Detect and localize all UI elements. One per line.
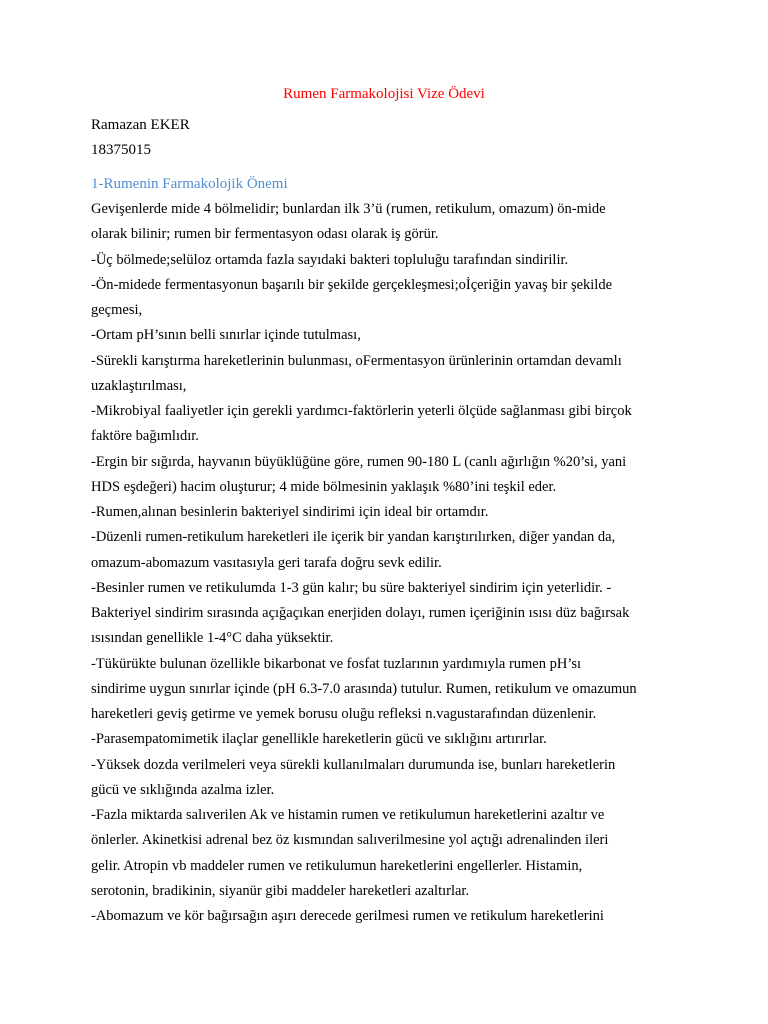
student-number: 18375015	[91, 142, 151, 158]
text-line: HDS eşdeğeri) hacim oluşturur; 4 mide bölmesinin yaklaşık %80’ini teşkil eder.	[91, 478, 557, 495]
text-line: faktöre bağımlıdır.	[91, 428, 199, 445]
text-line: -Sürekli karıştırma hareketlerinin bulunması, oFermentasyon ürünlerinin ortamdan devamlı	[91, 352, 622, 369]
text-line: -Yüksek dozda verilmeleri veya sürekli kullanılmaları durumunda ise, bunları hareketlerin	[91, 756, 616, 773]
text-line: -Rumen,alınan besinlerin bakteriyel sindirimi için ideal bir ortamdır.	[91, 504, 489, 520]
body-text	[91, 197, 691, 929]
text-line: -Besinler rumen ve retikulumda 1-3 gün kalır; bu süre bakteriyel sindirim için yeterlidir. -	[91, 579, 612, 596]
text-line: ısısından genellikle 1-4°C daha yüksektir.	[91, 630, 334, 647]
text-line: serotonin, bradikinin, siyanür gibi maddeler hareketleri azaltırlar.	[91, 882, 470, 899]
text-line: -Parasempatomimetik ilaçlar genellikle hareketlerin gücü ve sıklığını artırırlar.	[91, 731, 547, 748]
text-line: -Fazla miktarda salıverilen Ak ve histamin rumen ve retikulumun hareketlerini azaltır ve	[91, 807, 605, 823]
text-line: sindirime uygun sınırlar içinde (pH 6.3-7.0 arasında) tutulur. Rumen, retikulum ve omazumun	[91, 680, 637, 697]
text-line: -Ergin bir sığırda, hayvanın büyüklüğüne göre, rumen 90-180 L (canlı ağırlığın %20’si, yani	[91, 453, 627, 470]
text-line: uzaklaştırılması,	[91, 377, 187, 394]
text-line: olarak bilinir; rumen bir fermentasyon odası olarak iş görür.	[91, 226, 439, 243]
text-line: -Düzenli rumen-retikulum hareketleri ile içerik bir yandan karıştırılırken, diğer yandan da,	[91, 529, 616, 546]
text-line: omazum-abomazum vasıtasıyla geri tarafa doğru sevk edilir.	[91, 554, 442, 571]
document-title: Rumen Farmakolojisi Vize Ödevi	[283, 86, 485, 102]
author-name: Ramazan EKER	[91, 117, 190, 133]
text-line: hareketleri geviş getirme ve yemek borusu oluğu refleksi n.vagustarafından düzenlenir.	[91, 706, 597, 722]
text-line: -Abomazum ve kör bağırsağın aşırı derecede gerilmesi rumen ve retikulum hareketlerini	[91, 908, 604, 924]
text-line: -Tükürükte bulunan özellikle bikarbonat ve fosfat tuzlarının yardımıyla rumen pH’sı	[91, 655, 582, 672]
text-line: geçmesi,	[91, 302, 143, 318]
text-line: -Ortam pH’sının belli sınırlar içinde tutulması,	[91, 327, 361, 344]
text-line: gücü ve sıklığında azalma izler.	[91, 781, 275, 798]
text-line: Gevişenlerde mide 4 bölmelidir; bunlardan ilk 3’ü (rumen, retikulum, omazum) ön-mide	[91, 201, 606, 217]
text-line: gelir. Atropin vb maddeler rumen ve retikulumun hareketlerini engellerler. Histamin,	[91, 857, 583, 874]
text-line: önlerler. Akinetkisi adrenal bez öz kısmından salıverilmesine yol açtığı adrenalinden ileri	[91, 832, 609, 849]
text-line: Bakteriyel sindirim sırasında açığaçıkan enerjiden dolayı, rumen içeriğinin ısısı düz bağırsak	[91, 605, 630, 621]
section-heading: 1-Rumenin Farmakolojik Önemi	[91, 176, 288, 192]
text-line: -Üç bölmede;selüloz ortamda fazla sayıdaki bakteri topluluğu tarafından sindirilir.	[91, 251, 569, 268]
text-line: -Mikrobiyal faaliyetler için gerekli yardımcı-faktörlerin yeterli ölçüde sağlanması gibi birçok	[91, 403, 632, 419]
text-line: -Ön-midede fermentasyonun başarılı bir şekilde gerçekleşmesi;oİçeriğin yavaş bir şekilde	[91, 276, 613, 293]
